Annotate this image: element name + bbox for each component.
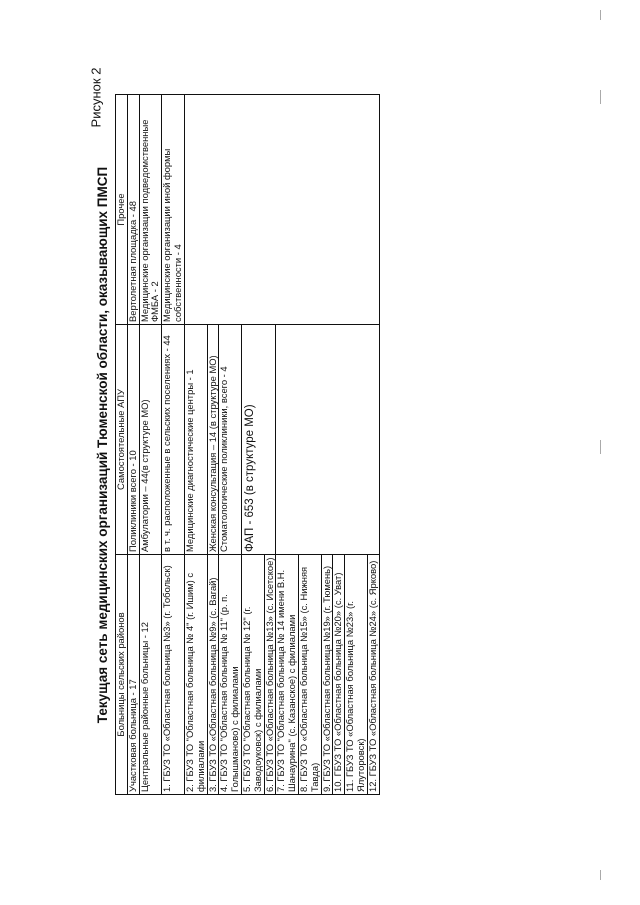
table-cell: Центральные районные больницы - 12 (139, 555, 162, 795)
table-row (162, 95, 185, 795)
scan-mark (600, 10, 601, 20)
table-cell (276, 325, 379, 555)
header-other: Прочее (116, 95, 128, 325)
table-cell: Женская консультация – 14 (в структуре МО) (207, 325, 219, 555)
table-cell fap-cell: ФАП - 653 (в структуре МО) (241, 325, 275, 555)
table-cell: 11. ГБУЗ ТО «Областная больница №23» (г. Ялуторовск) (345, 555, 368, 795)
table-cell: Стоматологические поликлиники, всего - 4 (219, 325, 242, 555)
table-cell: 5. ГБУЗ ТО "Областная больница № 12" (г. Заводоуковск) с филиалами (241, 555, 264, 795)
header-independent-apu: Самостоятельные АПУ (116, 325, 128, 555)
table-cell (184, 95, 379, 325)
table-cell: 6. ГБУЗ ТО «Областная больница №13» (с. Исетское) (264, 555, 276, 795)
figure-label: Рисунок 2 (88, 67, 104, 128)
table-cell: Вертолетная площадка - 48 (127, 95, 139, 325)
table-row (139, 95, 162, 795)
table-row (127, 95, 139, 795)
table-cell: 3. ГБУЗ ТО «Областная больница №9» (с. Вагай) (207, 555, 219, 795)
table-cell: 8. ГБУЗ ТО «Областная больница №15» (с. Нижняя Тавда) (299, 555, 322, 795)
table-cell: 12. ГБУЗ ТО «Областная больница №24» (с. Ярково) (367, 555, 379, 795)
table-cell: Амбулатории – 44(в структуре МО) (139, 325, 162, 555)
scan-mark (600, 90, 601, 104)
medical-network-table (115, 94, 380, 795)
table-cell: 2. ГБУЗ ТО "Областная больница № 4" (г. Ишим) с филиалами (184, 555, 207, 795)
table-cell: Медицинские диагностические центры - 1 (184, 325, 207, 555)
table-cell: Поликлиники всего - 10 (127, 325, 139, 555)
table-cell: 1. ГБУЗ ТО «Областная больница №3» (г. Тобольск) (162, 555, 185, 795)
table-cell: Участковая больница - 17 (127, 555, 139, 795)
header-rural-hospitals: Больницы сельских районов (116, 555, 128, 795)
header-row (116, 95, 128, 795)
table-cell: Медицинские организации подведомственные ФМБА - 2 (139, 95, 162, 325)
table-cell: 4. ГБУЗ ТО "Областная больница № 11" (р. п. Голышманово) с филиалами (219, 555, 242, 795)
table-cell: Медицинские организации иной формы собственности - 4 (162, 95, 185, 325)
scan-mark (600, 440, 601, 454)
table-cell: 7. ГБУЗ ТО "Областная больница № 14 имени В.Н. Шанаурина" (с. Казанское) с филиалами (276, 555, 299, 795)
table-row (184, 95, 207, 795)
table-cell: 9. ГБУЗ ТО «Областная больница №19» (г. Тюмень) (321, 555, 333, 795)
table-cell: 10. ГБУЗ ТО «Областная больница №20» (с. Уват) (333, 555, 345, 795)
table-title: Текущая сеть медицинских организаций Тюменской области, оказывающих ПМСП (95, 166, 110, 724)
scan-mark (600, 870, 601, 880)
rotated-page-content (95, 95, 515, 795)
table-cell: в т. ч. расположенные в сельских поселениях - 44 (162, 325, 185, 555)
